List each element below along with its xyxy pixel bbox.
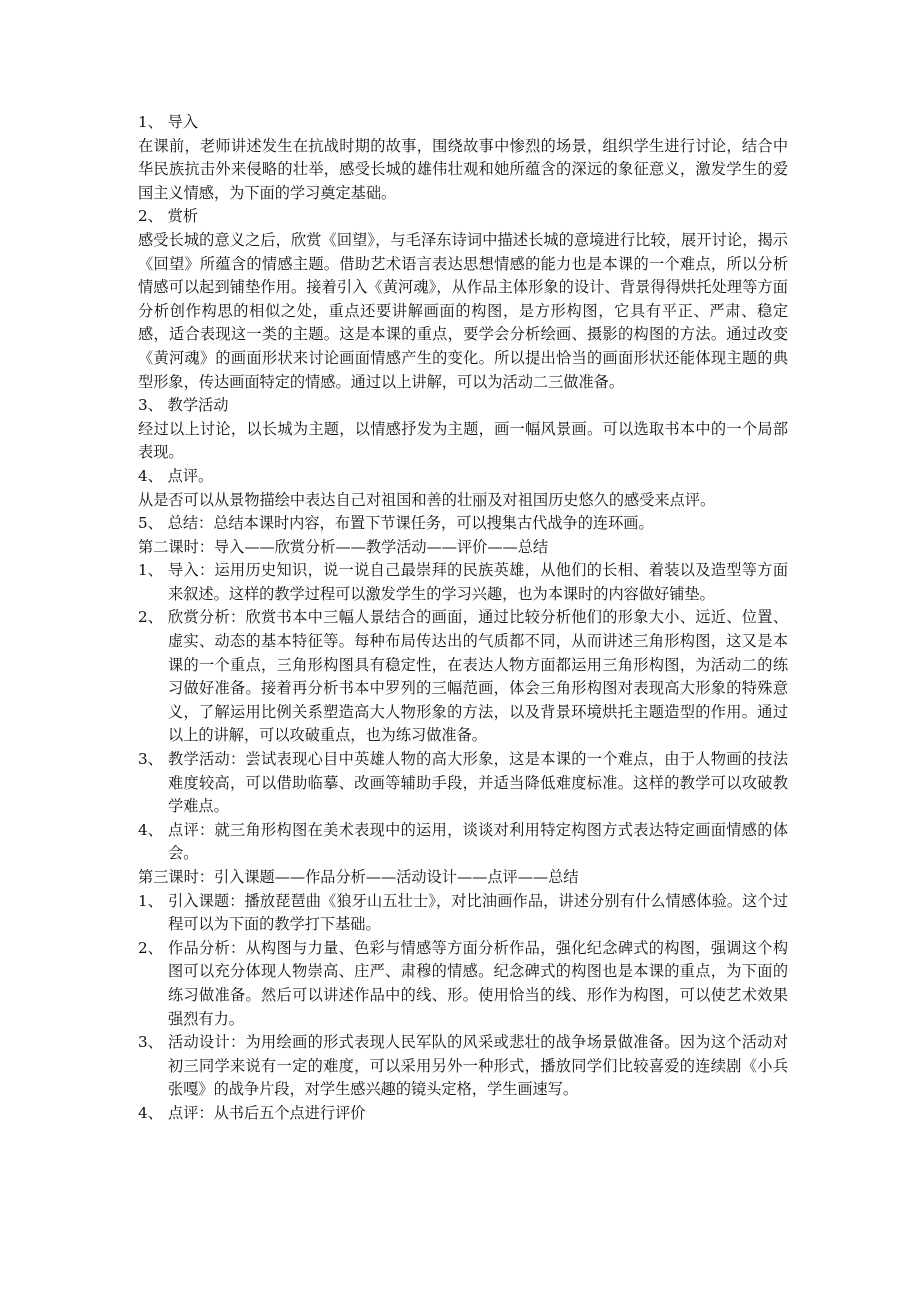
- list-item: [138, 559, 788, 606]
- paragraph: 从是否可以从景物描绘中表达自己对祖国和善的壮丽及对祖国历史悠久的感受来点评。: [138, 490, 716, 509]
- list-text: 欣赏分析：欣赏书本中三幅人景结合的画面，通过比较分析他们的形象大小、远近、位置、虚实、动态的基本特征等。每种布局传达出的气质都不同，从而讲述三角形构图，这又是本课的一个重点，三角形构图具有稳定性，在表达人物方面都运用三角形构图，为活动二的练习做好准备。接着再分析书本中罗列的三幅范画，体会三角形构图对表现高大形象的特殊意义，了解运用比例关系塑造高大人物形象的方法，以及背景环境烘托主题造型的作用。通过以上的讲解，可以攻破重点，也为练习做准备。: [168, 608, 788, 745]
- list-number: 2、: [138, 608, 163, 627]
- list-number: 4、: [138, 1103, 163, 1122]
- section-heading: 1、 导入: [138, 113, 199, 131]
- list-number: 4、: [138, 820, 163, 839]
- list-item: [138, 1031, 788, 1102]
- lesson-title: 第三课时：引入课题——作品分析——活动设计——点评——总结: [138, 868, 579, 886]
- paragraph: 在课前，老师讲述发生在抗战时期的故事，围绕故事中惨烈的场景，组织学生进行讨论，结合中华民族抗击外来侵略的壮举，感受长城的雄伟壮观和她所蕴含的深远的象征意义，激发学生的爱国主义情感，为下面的学习奠定基础。: [138, 136, 788, 202]
- list-number: 2、: [138, 938, 163, 957]
- list-text: 教学活动：尝试表现心目中英雄人物的高大形象，这是本课的一个难点，由于人物画的技法难度较高，可以借助临摹、改画等辅助手段，并适当降低难度标准。这样的教学可以攻破教学难点。: [168, 750, 788, 816]
- list-item: [138, 890, 788, 937]
- section-heading: 2、 赏析: [138, 207, 199, 226]
- list-item: [138, 606, 788, 748]
- list-number: 1、: [138, 561, 163, 580]
- paragraph: 经过以上讨论，以长城为主题，以情感抒发为主题，画一幅风景画。可以选取书本中的一个局部表现。: [138, 419, 788, 462]
- section-heading: 3、 教学活动: [138, 396, 229, 415]
- list-number: 3、: [138, 1033, 163, 1052]
- list-text: 点评：就三角形构图在美术表现中的运用，谈谈对利用特定构图方式表达特定画面情感的体会。: [168, 820, 788, 863]
- paragraph: 感受长城的意义之后，欣赏《回望》，与毛泽东诗词中描述长城的意境进行比较，展开讨论，揭示《回望》所蕴含的情感主题。借助艺术语言表达思想情感的能力也是本课的一个难点，所以分析情感可以起到铺垫作用。接着引入《黄河魂》，从作品主体形象的设计、背景得得烘托处理等方面分析创作构思的相似之处，重点还要讲解画面的构图，是方形构图，它具有平正、严肃、稳定感，适合表现这一类的主题。这是本课的重点，要学会分析绘画、摄影的构图的方法。通过改变《黄河魂》的画面形状来讨论画面情感产生的变化。所以提出恰当的画面形状还能体现主题的典型形象，传达画面特定的情感。通过以上讲解，可以为活动二三做准备。: [138, 230, 788, 391]
- list-text: 导入：运用历史知识，说一说自己最崇拜的民族英雄，从他们的长相、着装以及造型等方面来叙述。这样的教学过程可以激发学生的学习兴趣，也为本课时的内容做好铺垫。: [168, 561, 788, 603]
- document-page: [138, 111, 788, 1126]
- list-number: 3、: [138, 750, 163, 769]
- list-item: [138, 937, 788, 1031]
- list-item: [138, 1102, 788, 1126]
- list-text: 活动设计：为用绘画的形式表现人民军队的风采或悲壮的战争场景做准备。因为这个活动对初三同学来说有一定的难度，可以采用另外一种形式，播放同学们比较喜爱的连续剧《小兵张嘎》的战争片段，对学生感兴趣的镜头定格，学生画速写。: [168, 1033, 788, 1099]
- section-heading: 4、 点评。: [138, 466, 214, 485]
- list-text: 点评：从书后五个点进行评价: [168, 1103, 366, 1122]
- paragraph: 5、 总结：总结本课时内容，布置下节课任务，可以搜集古代战争的连环画。: [138, 514, 654, 533]
- list-item: [138, 748, 788, 819]
- list-item: [138, 819, 788, 866]
- lesson-title: 第二课时：导入——欣赏分析——教学活动——评价——总结: [138, 537, 549, 556]
- list-number: 1、: [138, 891, 163, 910]
- list-text: 作品分析：从构图与力量、色彩与情感等方面分析作品，强化纪念碑式的构图，强调这个构图可以充分体现人物崇高、庄严、肃穆的情感。纪念碑式的构图也是本课的重点，为下面的练习做准备。然后可以讲述作品中的线、形。使用恰当的线、形作为构图，可以使艺术效果强烈有力。: [168, 938, 788, 1028]
- list-text: 引入课题：播放琵琶曲《狼牙山五壮士》，对比油画作品，讲述分别有什么情感体验。这个过程可以为下面的教学打下基础。: [168, 891, 788, 934]
